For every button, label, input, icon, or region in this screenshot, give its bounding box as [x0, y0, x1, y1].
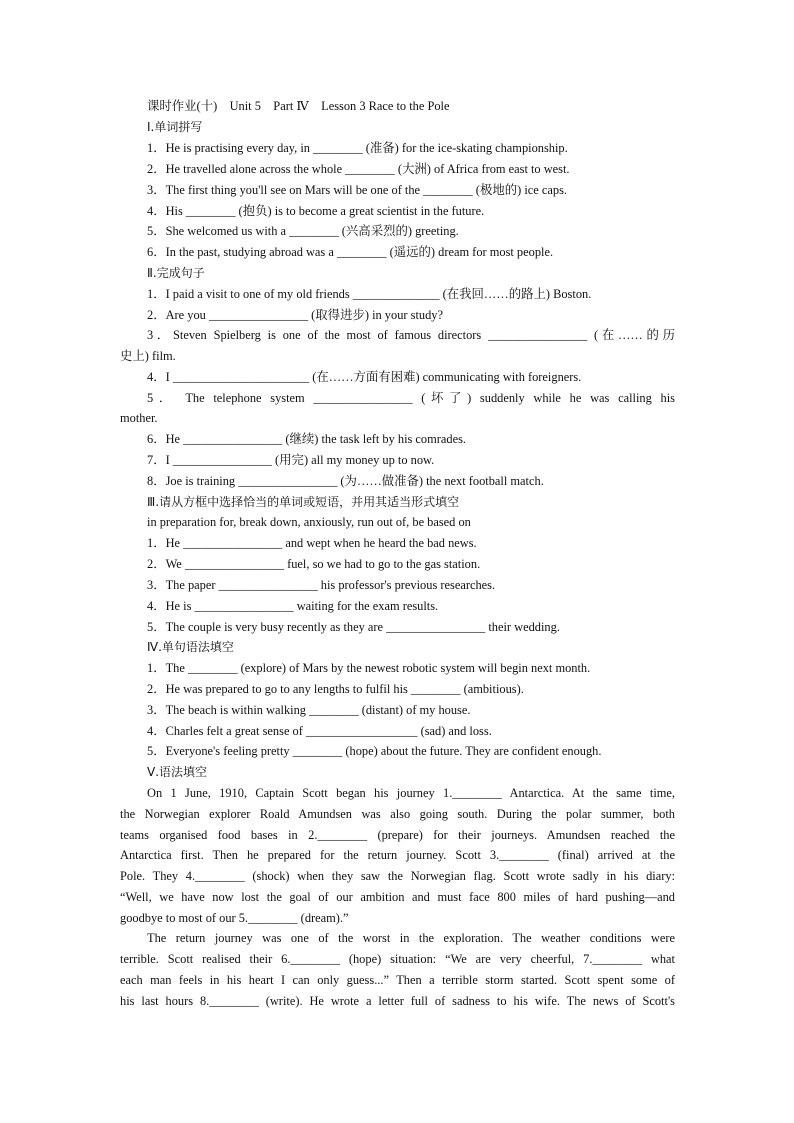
list-item: 3．The beach is within walking ________ (distant) of my house.	[147, 703, 471, 717]
list-item: 4．Charles felt a great sense of __________________ (sad) and loss.	[147, 724, 492, 738]
list-item: 2．He travelled alone across the whole ________ (大洲) of Africa from east to west.	[147, 162, 570, 176]
list-item: 8．Joe is training ________________ (为……做准备) the next football match.	[147, 474, 544, 488]
list-item: 4．His ________ (抱负) is to become a great scientist in the future.	[147, 204, 485, 218]
list-item: 5．Everyone's feeling pretty ________ (hope) about the future. They are confident enough.	[147, 744, 602, 758]
list-item: 7．I ________________ (用完) all my money up to now.	[147, 453, 435, 467]
page-title: 课时作业(十) Unit 5 Part Ⅳ Lesson 3 Race to the Pole	[147, 99, 450, 113]
list-item: 1．I paid a visit to one of my old friends ______________ (在我回……的路上) Boston.	[147, 287, 592, 301]
passage-line: teams organised food bases in 2.________ (prepare) for their journeys. Amundsen reached the	[120, 828, 675, 842]
passage-line: On 1 June, 1910, Captain Scott began his journey 1.________ Antarctica. At the same time,	[147, 786, 675, 800]
list-item: 6．In the past, studying abroad was a ________ (遥远的) dream for most people.	[147, 245, 554, 259]
section-5-heading: Ⅴ.语法填空	[147, 765, 208, 779]
list-item: 3．The paper ________________ his professor's previous researches.	[147, 578, 496, 592]
passage-line: Pole. They 4.________ (shock) when they saw the Norwegian flag. Scott wrote sadly in his diary:	[120, 869, 675, 883]
list-item: 2．He was prepared to go to any lengths to fulfil his ________ (ambitious).	[147, 682, 524, 696]
list-item: 4．He is ________________ waiting for the exam results.	[147, 599, 439, 613]
list-item: 6．He ________________ (继续) the task left by his comrades.	[147, 432, 467, 446]
section-4-heading: Ⅳ.单句语法填空	[147, 640, 234, 654]
passage-line: The return journey was one of the worst in the exploration. The weather conditions were	[147, 931, 675, 945]
list-item: 1．He ________________ and wept when he heard the bad news.	[147, 536, 477, 550]
list-item: 5．The couple is very busy recently as they are ________________ their wedding.	[147, 620, 560, 634]
list-item: 5． The telephone system ________________ (坏了) suddenly while he was calling his	[147, 391, 675, 405]
word-bank: in preparation for, break down, anxiously, run out of, be based on	[147, 515, 471, 529]
list-item-continuation: mother.	[120, 411, 158, 425]
list-item: 3．Steven Spielberg is one of the most of famous directors ________________ (在……的历	[147, 328, 675, 342]
passage-line: Antarctica first. Then he prepared for the return journey. Scott 3.________ (final) arrived at the	[120, 848, 675, 862]
list-item: 4．I ______________________ (在……方面有困难) communicating with foreigners.	[147, 370, 582, 384]
passage-line: “Well, we have now lost the goal of our ambition and must face 800 miles of hard pushing—and	[120, 890, 675, 904]
passage-line: each man feels in his heart I can only guess...” Then a terrible storm started. Scott spent some of	[120, 973, 675, 987]
list-item: 2．We ________________ fuel, so we had to go to the gas station.	[147, 557, 481, 571]
list-item: 3．The first thing you'll see on Mars will be one of the ________ (极地的) ice caps.	[147, 183, 567, 197]
list-item: 1．He is practising every day, in ________ (准备) for the ice-skating championship.	[147, 141, 568, 155]
passage-line: his last hours 8.________ (write). He wrote a letter full of sadness to his wife. The news of Scott's	[120, 994, 675, 1008]
list-item: 5．She welcomed us with a ________ (兴高采烈的) greeting.	[147, 224, 459, 238]
passage-line: terrible. Scott realised their 6.________ (hope) situation: “We are very cheerful, 7.________ what	[120, 952, 675, 966]
section-2-heading: Ⅱ.完成句子	[147, 266, 205, 280]
passage-line: goodbye to most of our 5.________ (dream).”	[120, 911, 349, 925]
list-item: 1．The ________ (explore) of Mars by the newest robotic system will begin next month.	[147, 661, 591, 675]
section-1-heading: Ⅰ.单词拼写	[147, 120, 203, 134]
list-item: 2．Are you ________________ (取得进步) in your study?	[147, 308, 443, 322]
section-3-heading: Ⅲ.请从方框中选择恰当的单词或短语，并用其适当形式填空	[147, 495, 460, 509]
passage-line: the Norwegian explorer Roald Amundsen was also going south. During the polar summer, both	[120, 807, 675, 821]
list-item-continuation: 史上) film.	[120, 349, 176, 363]
